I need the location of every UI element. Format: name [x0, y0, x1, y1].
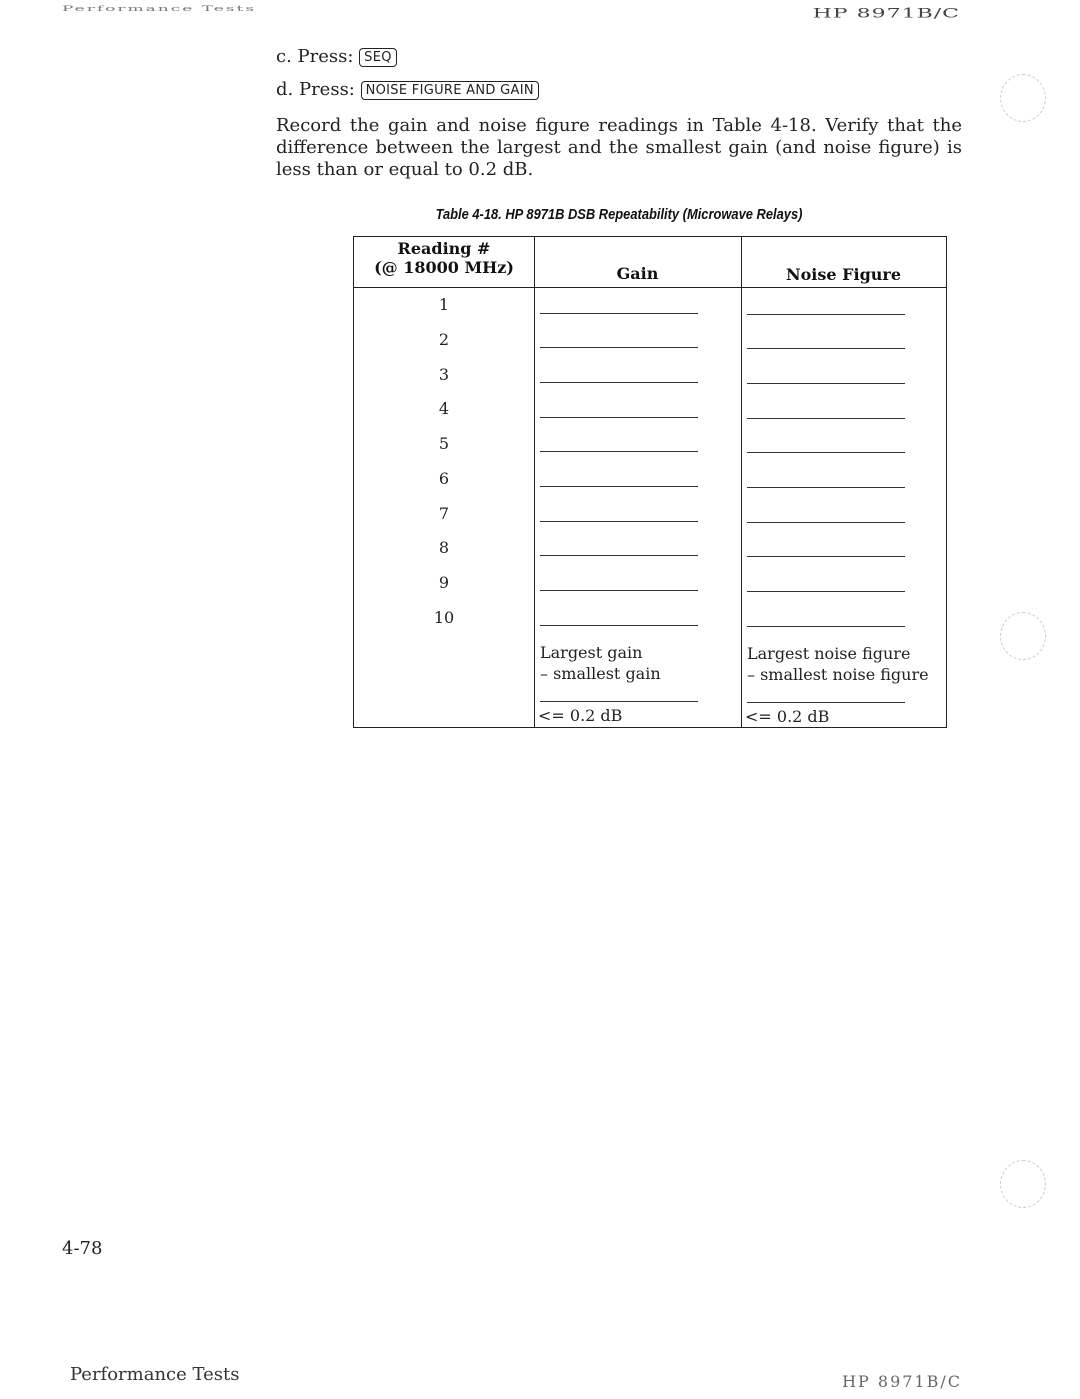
gain-note-line1: Largest gain: [540, 643, 643, 662]
instruction-paragraph: Record the gain and noise figure readings in Table 4-18. Verify that the difference between the largest and the smallest gain (and noise figure) is less than or equal to 0.2 dB.: [276, 115, 962, 180]
noise-figure-entry-line: [747, 383, 905, 384]
noise-figure-header: Noise Figure: [786, 265, 901, 284]
gain-entry-line: [540, 417, 698, 418]
nf-limit: <= 0.2 dB: [745, 707, 830, 726]
footer-right: HP 8971B/C: [842, 1372, 962, 1391]
running-header-right: HP 8971B/C: [812, 6, 960, 21]
reading-header: [354, 239, 534, 277]
punch-hole: [1000, 74, 1046, 122]
column-divider: [534, 237, 535, 727]
gain-header: Gain: [616, 264, 659, 283]
reading-number: 8: [438, 538, 450, 557]
gain-difference-entry-line: [540, 701, 698, 702]
step-c: [276, 46, 397, 67]
nf-note-line2: – smallest noise figure: [747, 665, 929, 684]
reading-number: 6: [438, 469, 450, 488]
gain-difference-note: [540, 642, 661, 684]
noise-figure-entry-line: [747, 522, 905, 523]
column-divider: [741, 237, 742, 727]
noise-figure-and-gain-key: NOISE FIGURE AND GAIN: [361, 81, 539, 100]
gain-entry-line: [540, 625, 698, 626]
reading-number: 2: [438, 330, 450, 349]
step-d-label: d. Press:: [276, 79, 355, 100]
noise-figure-entry-line: [747, 556, 905, 557]
reading-header-line1: Reading #: [397, 239, 491, 258]
gain-entry-line: [540, 451, 698, 452]
nf-note-line1: Largest noise figure: [747, 644, 911, 663]
noise-figure-entry-line: [747, 591, 905, 592]
noise-figure-entry-line: [747, 348, 905, 349]
reading-header-line2: (@ 18000 MHz): [374, 258, 514, 277]
step-c-label: c. Press:: [276, 46, 354, 67]
reading-number: 5: [438, 434, 450, 453]
page-number: 4-78: [62, 1238, 103, 1259]
reading-number: 10: [433, 608, 455, 627]
noise-figure-entry-line: [747, 626, 905, 627]
reading-number: 9: [438, 573, 450, 592]
reading-number: 7: [438, 504, 450, 523]
reading-number: 3: [438, 365, 450, 384]
gain-entry-line: [540, 521, 698, 522]
running-header-left: Performance Tests: [62, 4, 257, 13]
punch-hole: [1000, 1160, 1046, 1208]
noise-figure-entry-line: [747, 314, 905, 315]
seq-key: SEQ: [359, 48, 397, 67]
header-divider: [354, 287, 946, 288]
nf-difference-note: [747, 643, 929, 685]
repeatability-table: [353, 236, 947, 728]
gain-entry-line: [540, 347, 698, 348]
noise-figure-entry-line: [747, 487, 905, 488]
gain-entry-line: [540, 313, 698, 314]
gain-entry-line: [540, 486, 698, 487]
gain-entry-line: [540, 555, 698, 556]
reading-number: 4: [438, 399, 450, 418]
gain-note-line2: – smallest gain: [540, 664, 661, 683]
gain-entry-line: [540, 382, 698, 383]
table-caption: Table 4-18. HP 8971B DSB Repeatability (Microwave Relays): [435, 206, 803, 223]
noise-figure-entry-line: [747, 418, 905, 419]
reading-number: 1: [438, 295, 450, 314]
punch-hole: [1000, 612, 1046, 660]
nf-difference-entry-line: [747, 702, 905, 703]
gain-limit: <= 0.2 dB: [538, 706, 623, 725]
noise-figure-entry-line: [747, 452, 905, 453]
footer-left: Performance Tests: [70, 1364, 240, 1385]
step-d: [276, 79, 539, 100]
gain-entry-line: [540, 590, 698, 591]
